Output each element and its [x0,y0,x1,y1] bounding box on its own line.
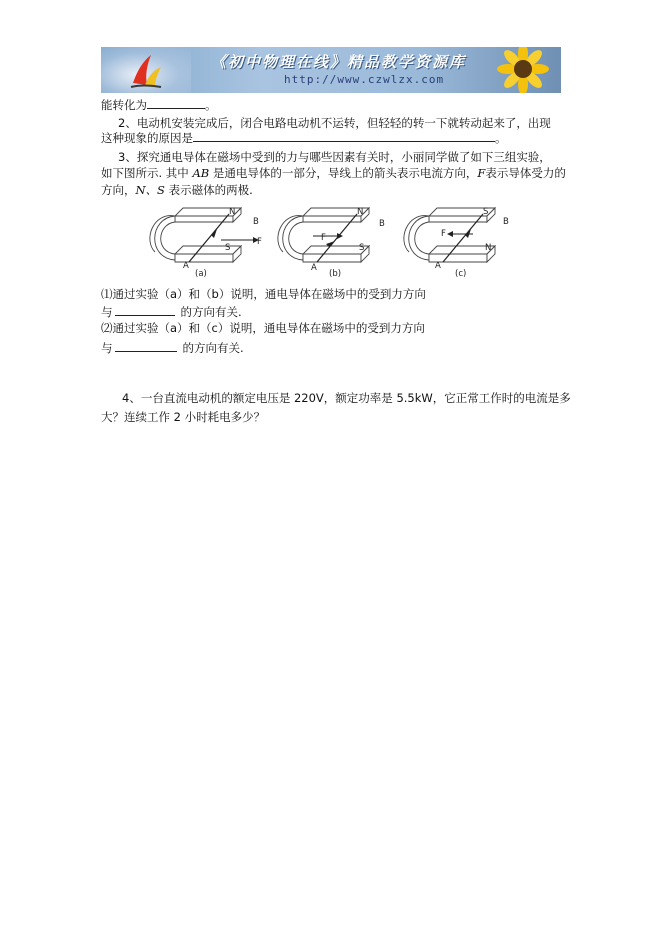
panel-c-label-b: B [503,217,509,227]
q1-suffix: 。 [205,98,217,112]
q1-blank [147,97,205,109]
panel-b-top-pole: N [357,207,364,217]
panel-a-label-a: A [183,261,189,271]
panel-c-force: F [441,229,446,239]
q3-line3-part-a: 方向， [101,183,136,197]
q4-line2: 大？连续工作 2 小时耗电多少？ [101,410,266,424]
q3-ab-symbol: AB [192,166,210,180]
panel-a-force: F [257,237,262,247]
q1-prefix: 能转化为 [101,98,147,112]
q3-sub1-prefix: 与 [101,305,113,319]
q3-sub2-line2 [101,340,244,355]
q2-line2 [101,130,507,145]
q3-sub2-prefix: 与 [101,341,113,355]
panel-c-caption: (c) [455,269,467,279]
panel-b-label-b: B [379,219,385,229]
q3-line2-part-a: 如下图所示. 其中 [101,166,193,180]
q3-sub1-line1: ⑴通过实验（a）和（b）说明，通电导体在磁场中的受到力方向 [101,287,426,301]
q3-line2 [101,166,566,180]
q3-line3 [101,183,253,197]
q3-line1: 3、探究通电导体在磁场中受到的力与哪些因素有关时，小丽同学做了如下三组实验， [118,150,551,164]
header-banner [101,47,561,93]
magnet-experiment-figure [145,200,520,282]
q4-line1: 4、一台直流电动机的额定电压是 220V，额定功率是 5.5kW，它正常工作时的电流是多 [122,391,571,405]
q3-sub2-suffix: 的方向有关. [182,341,244,355]
q3-sub2-blank [115,340,177,352]
panel-b-label-a: A [311,263,317,273]
site-logo-icon [129,53,163,89]
panel-a-label-b: B [253,217,259,227]
panel-c [404,208,495,262]
panel-b-bottom-pole: S [359,243,365,253]
q3-sub1-line2 [101,304,242,319]
q3-line2-part-c: 表示导体受力的 [485,166,566,180]
panel-a [150,208,259,262]
q2-blank [193,130,495,142]
q3-sub1-blank [115,304,175,316]
q3-sub1-suffix: 的方向有关. [180,305,242,319]
q2-line2-suffix: 。 [495,131,507,145]
q3-line3-part-b: 表示磁体的两极. [164,183,253,197]
q2-line2-prefix: 这种现象的原因是 [101,131,193,145]
banner-title: 《初中物理在线》精品教学资源库 [211,53,467,71]
panel-c-top-pole: S [483,207,489,217]
panel-c-bottom-pole: N [485,243,492,253]
banner-url: http://www.czwlzx.com [284,73,445,86]
sunflower-icon [483,47,553,93]
q1-line [101,97,217,112]
q2-line1: 2、电动机安装完成后，闭合电路电动机不运转，但轻轻的转一下就转动起来了，出现 [118,116,551,130]
q3-line2-part-b: 是通电导体的一部分，导线上的箭头表示电流方向， [209,166,478,180]
q3-sub2-line1: ⑵通过实验（a）和（c）说明，通电导体在磁场中的受到力方向 [101,321,425,335]
panel-b-force: F [321,233,326,243]
panel-a-bottom-pole: S [225,243,231,253]
q3-ns-symbol: N、S [135,183,165,197]
panel-c-label-a: A [435,261,441,271]
panel-b-caption: (b) [329,269,342,279]
q3-f-symbol: F [477,166,486,180]
panel-a-caption: (a) [195,269,207,279]
panel-a-top-pole: N [229,207,236,217]
